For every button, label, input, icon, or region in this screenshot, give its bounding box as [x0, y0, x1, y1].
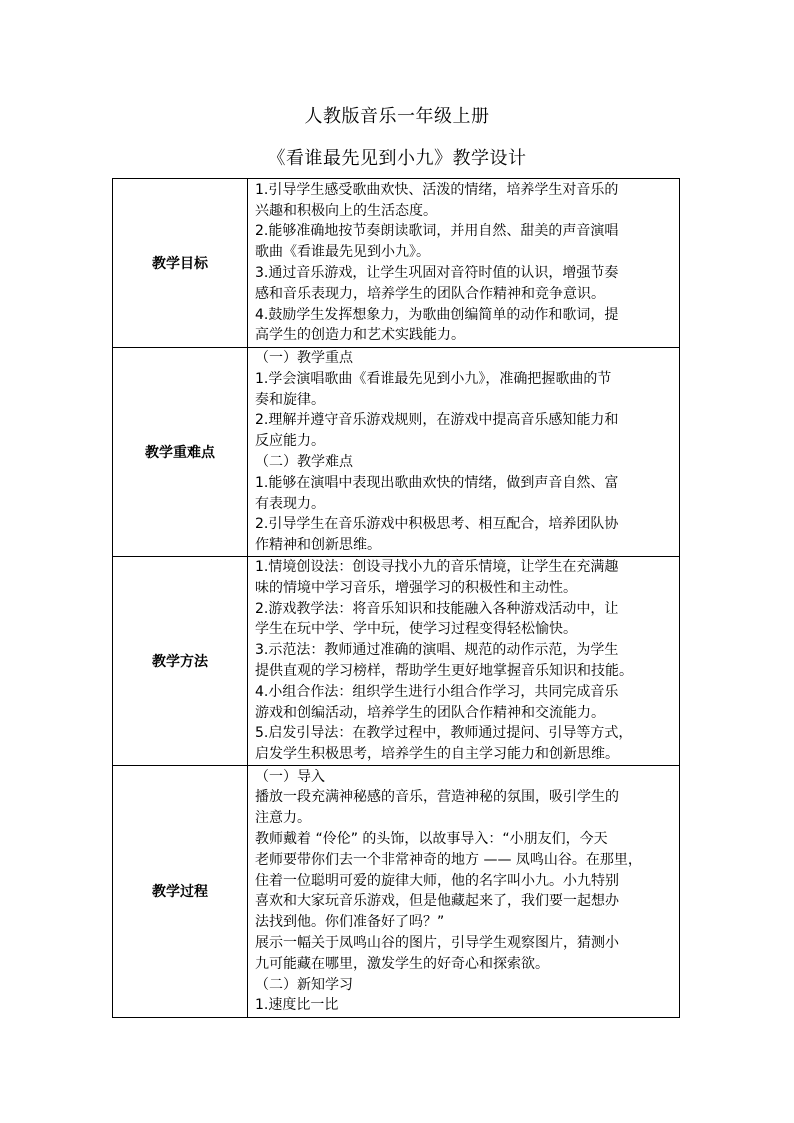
content-line: 4.鼓励学生发挥想象力，为歌曲创编简单的动作和歌词，提 — [255, 306, 619, 323]
content-line: 展示一幅关于凤鸣山谷的图片，引导学生观察图片，猜测小 — [255, 935, 619, 952]
content-line: 启发学生积极思考，培养学生的自主学习能力和创新思维。 — [255, 746, 619, 763]
content-line: 作精神和创新思维。 — [255, 537, 381, 554]
document-subtitle: 《看谁最先见到小九》教学设计 — [267, 148, 527, 169]
content-line: 老师要带你们去一个非常神奇的地方 —— 凤鸣山谷。在那里， — [255, 851, 642, 868]
content-line: 兴趣和积极向上的生活态度。 — [255, 202, 437, 219]
row-content-key-points — [248, 348, 680, 557]
row-label-methods: 教学方法 — [113, 556, 248, 765]
content-line: 法找到他。你们准备好了吗？” — [255, 914, 445, 931]
section-heading: （一）导入 — [255, 768, 325, 785]
content-line: 3.通过音乐游戏，让学生巩固对音符时值的认识，增强节奏 — [255, 265, 619, 281]
content-line: 味的情境中学习音乐，增强学习的积极性和主动性。 — [255, 579, 577, 596]
content-line: 1.能够在演唱中表现出歌曲欢快的情绪，做到声音自然、富 — [255, 474, 619, 491]
content-line: 喜欢和大家玩音乐游戏，但是他藏起来了，我们要一起想办 — [255, 893, 619, 910]
content-line: 注意力。 — [255, 810, 311, 827]
content-line: 九可能藏在哪里，激发学生的好奇心和探索欲。 — [255, 955, 549, 972]
row-content-objectives — [248, 179, 680, 348]
table-row-key-points — [113, 348, 680, 557]
row-label-key-points: 教学重难点 — [113, 348, 248, 557]
content-line: 教师戴着 “伶伦” 的头饰，以故事导入：“小朋友们，今天 — [255, 831, 608, 848]
content-line: 提供直观的学习榜样，帮助学生更好地掌握音乐知识和技能。 — [255, 662, 633, 679]
content-line: 1.速度比一比 — [255, 997, 339, 1014]
table-row-methods — [113, 556, 680, 765]
content-line: 2.游戏教学法：将音乐知识和技能融入各种游戏活动中，让 — [255, 600, 619, 617]
content-line: 高学生的创造力和艺术实践能力。 — [255, 327, 465, 344]
content-line: 游戏和创编活动，培养学生的团队合作精神和交流能力。 — [255, 704, 605, 721]
lesson-plan-table — [112, 178, 680, 1018]
content-line: 1.引导学生感受歌曲欢快、活泼的情绪，培养学生对音乐的 — [255, 181, 619, 198]
content-line: 反应能力。 — [255, 433, 325, 450]
section-heading: （二）新知学习 — [255, 976, 353, 993]
content-line: 播放一段充满神秘感的音乐，营造神秘的氛围，吸引学生的 — [255, 789, 619, 806]
row-content-process — [248, 765, 680, 1017]
content-line: 歌曲《看谁最先见到小九》。 — [255, 244, 430, 261]
content-line: 4.小组合作法：组织学生进行小组合作学习，共同完成音乐 — [255, 683, 619, 700]
content-line: 1.学会演唱歌曲《看谁最先见到小九》，准确把握歌曲的节 — [255, 370, 612, 387]
content-line: 2.理解并遵守音乐游戏规则，在游戏中提高音乐感知能力和 — [255, 412, 619, 429]
document-title: 人教版音乐一年级上册 — [304, 106, 490, 127]
content-line: 有表现力。 — [255, 495, 325, 512]
content-line: 2.引导学生在音乐游戏中积极思考、相互配合，培养团队协 — [255, 516, 619, 533]
section-heading: （二）教学难点 — [255, 453, 353, 470]
table-row-objectives — [113, 179, 680, 348]
content-line: 1.情境创设法：创设寻找小九的音乐情境，让学生在充满趣 — [255, 558, 619, 575]
content-line: 感和音乐表现力，培养学生的团队合作精神和竞争意识。 — [255, 285, 605, 302]
content-line: 2.能够准确地按节奏朗读歌词，并用自然、甜美的声音演唱 — [255, 223, 619, 240]
content-line: 奏和旋律。 — [255, 391, 325, 408]
table-row-process — [113, 765, 680, 1017]
section-heading: （一）教学重点 — [255, 350, 353, 366]
row-label-objectives: 教学目标 — [113, 179, 248, 348]
content-line: 3.示范法：教师通过准确的演唱、规范的动作示范，为学生 — [255, 642, 619, 659]
content-line: 学生在玩中学、学中玩，使学习过程变得轻松愉快。 — [255, 621, 577, 638]
row-content-methods — [248, 556, 680, 765]
row-label-process: 教学过程 — [113, 765, 248, 1017]
content-line: 住着一位聪明可爱的旋律大师，他的名字叫小九。小九特别 — [255, 872, 619, 889]
content-line: 5.启发引导法：在教学过程中，教师通过提问、引导等方式， — [255, 725, 633, 742]
